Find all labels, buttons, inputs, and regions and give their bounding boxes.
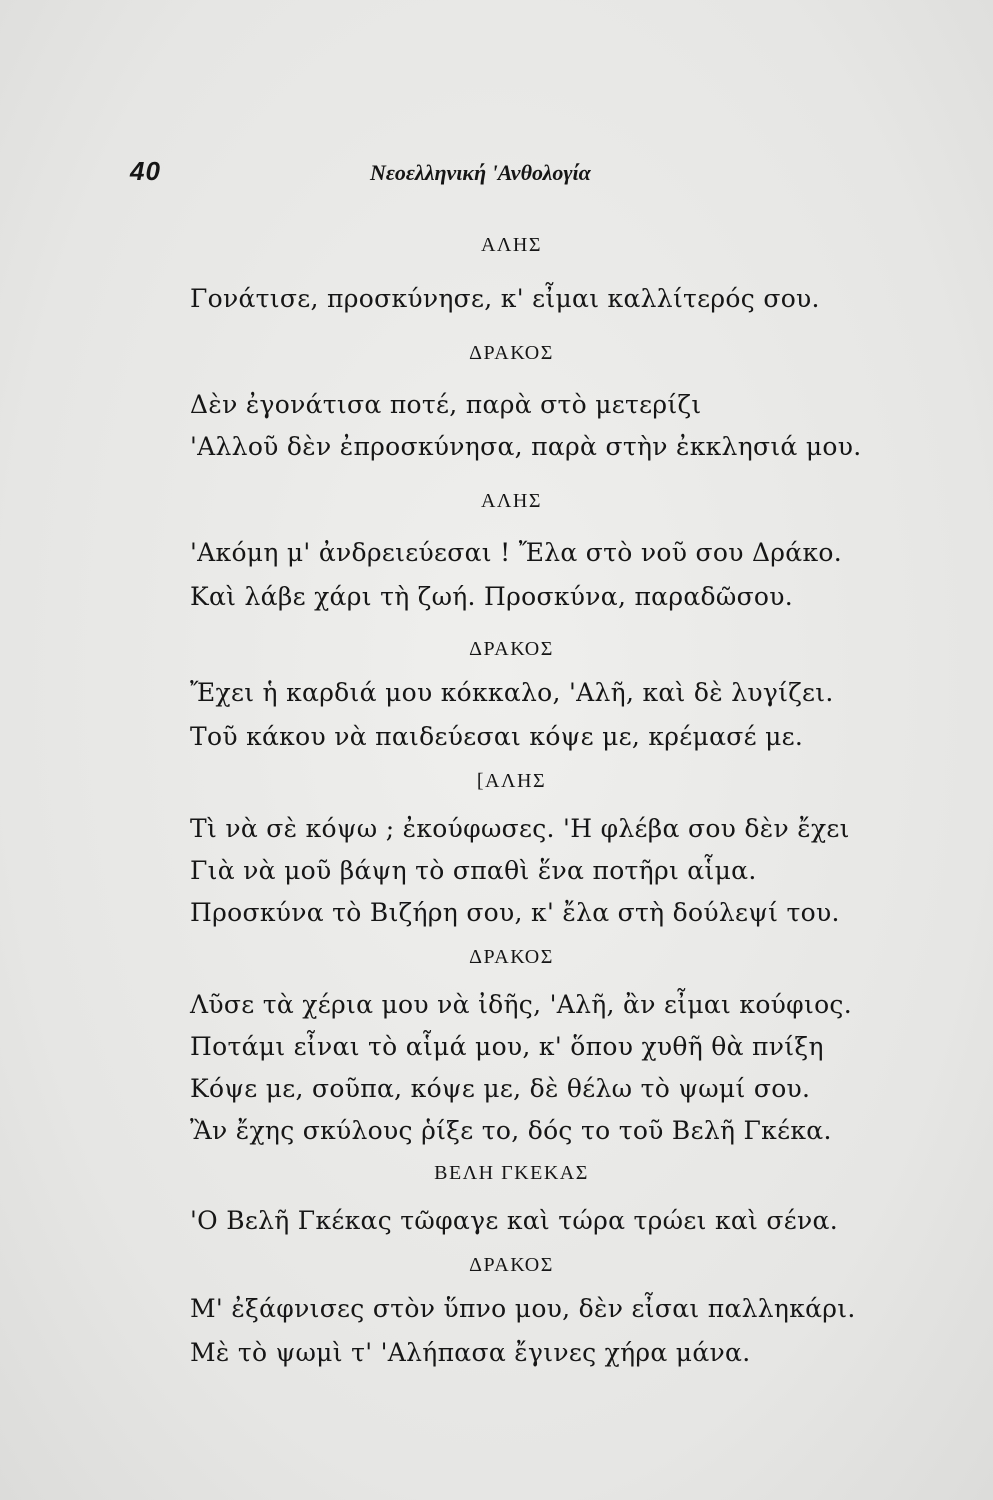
page-number: 40 (130, 156, 161, 186)
verse-line: Μ' ἐξάφνισες στὸν ὕπνο μου, δὲν εἶσαι παλληκάρι. (190, 1294, 856, 1323)
verse-line: Κόψε με, σοῦπα, κόψε με, δὲ θέλω τὸ ψωμί σου. (190, 1074, 811, 1103)
verse-line: 'Ο Βελῆ Γκέκας τῶφαγε καὶ τώρα τρώει καὶ σένα. (190, 1206, 838, 1235)
speaker-label: ΒΕΛΗ ΓΚΕΚΑΣ (434, 1162, 589, 1184)
speaker-label: ΔΡΑΚΟΣ (469, 1254, 554, 1276)
verse-line: Ἔχει ἡ καρδιά μου κόκκαλο, 'Αλῆ, καὶ δὲ λυγίζει. (190, 678, 834, 707)
speaker-label: ΔΡΑΚΟΣ (469, 946, 554, 968)
running-title: Νεοελληνική 'Ανθολογία (370, 160, 591, 185)
page-header (130, 156, 850, 196)
verse-line: Τὶ νὰ σὲ κόψω ; ἐκούφωσες. 'Η φλέβα σου δὲν ἔχει (190, 814, 850, 843)
speaker-label: ΔΡΑΚΟΣ (469, 342, 554, 364)
verse-line: Γονάτισε, προσκύνησε, κ' εἶμαι καλλίτερός σου. (190, 284, 820, 313)
verse-line: Ἂν ἔχης σκύλους ῥίξε το, δός το τοῦ Βελῆ Γκέκα. (190, 1116, 832, 1145)
verse-line: 'Αλλοῦ δὲν ἐπροσκύνησα, παρὰ στὴν ἐκκλησιά μου. (190, 432, 862, 461)
verse-line: 'Ακόμη μ' ἀνδρειεύεσαι ! Ἔλα στὸ νοῦ σου Δράκο. (190, 538, 843, 567)
verse-line: Λῦσε τὰ χέρια μου νὰ ἰδῆς, 'Αλῆ, ἂν εἶμαι κούφιος. (190, 990, 852, 1019)
speaker-label: [ΑΛΗΣ (476, 770, 547, 792)
speaker-label: ΔΡΑΚΟΣ (469, 638, 554, 660)
verse-line: Ποτάμι εἶναι τὸ αἷμά μου, κ' ὅπου χυθῆ θὰ πνίξη (190, 1032, 824, 1061)
verse-line: Καὶ λάβε χάρι τὴ ζωή. Προσκύνα, παραδῶσου. (190, 582, 794, 611)
verse-line: Τοῦ κάκου νὰ παιδεύεσαι κόψε με, κρέμασέ με. (190, 722, 804, 751)
speaker-label: ΑΛΗΣ (480, 490, 543, 512)
verse-line: Μὲ τὸ ψωμὶ τ' 'Αλήπασα ἔγινες χήρα μάνα. (190, 1338, 751, 1367)
verse-line: Δὲν ἐγονάτισα ποτέ, παρὰ στὸ μετερίζι (190, 390, 702, 419)
speaker-label: ΑΛΗΣ (480, 234, 543, 256)
verse-line: Γιὰ νὰ μοῦ βάψη τὸ σπαθὶ ἕνα ποτῆρι αἷμα. (190, 856, 757, 885)
verse-line: Προσκύνα τὸ Βιζήρη σου, κ' ἔλα στὴ δούλεψί του. (190, 898, 840, 927)
